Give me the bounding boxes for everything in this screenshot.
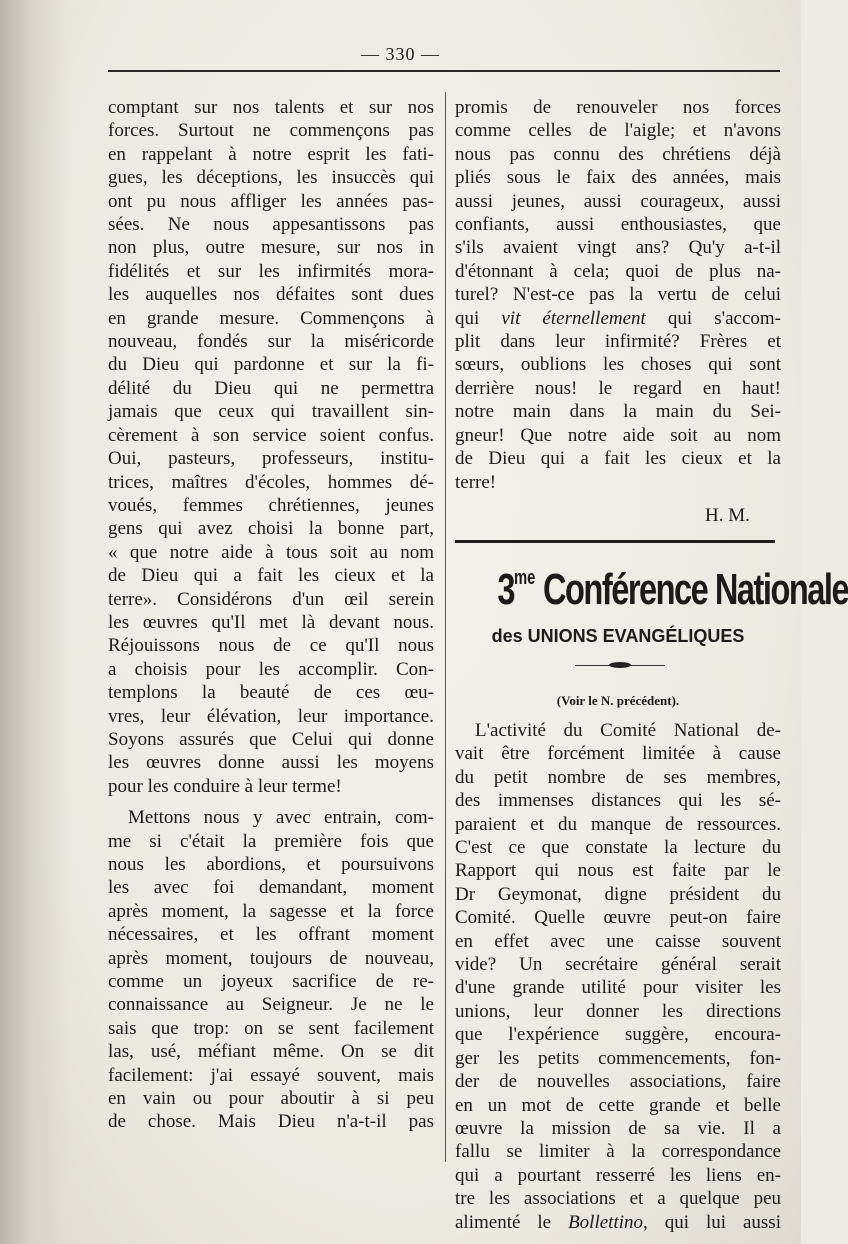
- text-line: après moment, la sagesse et la force: [108, 900, 434, 922]
- section-subtitle: des UNIONS EVANGÉLIQUES: [491, 626, 745, 646]
- text-line: que l'expérience suggère, encoura-: [455, 1024, 781, 1046]
- text-line: [455, 1211, 781, 1234]
- text-line: Dr Geymonat, digne président du: [455, 883, 781, 905]
- text-line: en effet avec une caisse souvent: [455, 930, 781, 952]
- text-line: vait être forcément limitée à cause: [455, 743, 781, 765]
- text-line: tre les associations et a quelque peu: [455, 1188, 781, 1210]
- text-line: fallu se limiter à la correspondance: [455, 1141, 781, 1163]
- text-line: sées. Ne nous appesantissons pas: [108, 214, 434, 236]
- text-line: « que notre aide à tous soit au nom: [108, 541, 434, 563]
- left-column: [108, 96, 434, 1134]
- text-line: Comité. Quelle œuvre peut-on faire: [455, 907, 781, 929]
- text-line: plit dans leur infirmité? Frères et: [455, 331, 781, 353]
- ornament-divider: [575, 660, 665, 670]
- text-line: après moment, toujours de nouveau,: [108, 947, 434, 969]
- text-line: [455, 307, 781, 330]
- column-divider: [445, 92, 446, 1162]
- text-line: qui a pourtant resserré les liens en-: [455, 1164, 781, 1186]
- text-line: gens qui avez choisi la bonne part,: [108, 518, 434, 540]
- text-line: les œuvres donne aussi les moyens: [108, 752, 434, 774]
- text-line: Rapport qui nous est faite par le: [455, 860, 781, 882]
- text-line: ont pu nous affliger les années pas-: [108, 190, 434, 212]
- text-line: Soyons assurés que Celui qui donne: [108, 728, 434, 750]
- text-line: me si c'était la première fois que: [108, 830, 434, 852]
- text-line: des immenses distances qui les sé-: [455, 790, 781, 812]
- text-line: nous les abordions, et poursuivons: [108, 854, 434, 875]
- text-line: du Dieu qui pardonne et sur la fi-: [108, 354, 434, 376]
- text-line: Mettons nous y avec entrain, com-: [128, 807, 434, 829]
- text-line: de chose. Mais Dieu n'a-t-il pas: [108, 1111, 434, 1133]
- text-line: connaissance au Seigneur. Je ne le: [108, 994, 434, 1016]
- text-line: comme celles de l'aigle; et n'avons: [455, 120, 781, 142]
- italic-phrase: vit éternellement: [501, 307, 646, 329]
- text-line: paraient et du manque de ressources.: [455, 813, 781, 835]
- text-line: comptant sur nos talents et sur nos: [108, 97, 434, 118]
- text-line: s'ils avaient vingt ans? Qu'y a-t-il: [455, 237, 781, 259]
- text-line: de Dieu qui a fait les cieux et la: [108, 565, 434, 587]
- header-rule: [108, 70, 780, 72]
- text-line: du petit nombre de ses membres,: [455, 766, 781, 788]
- left-paragraph-1: [108, 96, 434, 798]
- text-line: forces. Surtout ne commençons pas: [108, 120, 434, 142]
- see-note: (Voir le N. précédent).: [556, 693, 680, 708]
- section-separator: [455, 540, 775, 543]
- text-line: en vain ou pour aboutir à si peu: [108, 1088, 434, 1110]
- text-line: les auquelles nos défaites sont dues: [108, 284, 434, 306]
- text-line: confiants, aussi enthousiastes, que: [455, 214, 781, 236]
- scan-edge-shadow: [0, 0, 70, 1244]
- text-line: Oui, pasteurs, professeurs, institu-: [108, 448, 434, 470]
- text-line: vres, leur élévation, leur importance.: [108, 705, 434, 727]
- italic-bollettino: Bollettino: [568, 1211, 643, 1233]
- text-line: facilement: j'ai essayé souvent, mais: [108, 1064, 434, 1086]
- section-title: [497, 565, 848, 615]
- text-fragment: , qui lui aussi: [643, 1211, 781, 1233]
- text-line: comme un joyeux sacrifice de re-: [108, 971, 434, 993]
- text-line: notre main dans la main du Sei-: [455, 401, 781, 423]
- text-line: templons la beauté de ces œu-: [108, 682, 434, 704]
- left-paragraph-2: [108, 806, 434, 1134]
- text-line: ger les petits commencements, fon-: [455, 1047, 781, 1069]
- text-line: gneur! Que notre aide soit au nom: [455, 424, 781, 446]
- text-line: en rappelant à notre esprit les fati-: [108, 143, 434, 165]
- text-line: de Dieu qui a fait les cieux et la: [455, 448, 781, 470]
- title-superscript: me: [514, 567, 536, 589]
- text-line: turel? N'est-ce pas la vertu de celui: [455, 284, 781, 306]
- text-fragment: qui s'accom-: [645, 307, 781, 329]
- text-line: les œuvres qu'Il met là devant nous.: [108, 611, 434, 633]
- text-line: voués, femmes chrétiennes, jeunes: [108, 494, 434, 516]
- text-fragment: qui: [455, 307, 502, 329]
- text-line: C'est ce que constate la lecture du: [455, 837, 781, 859]
- text-line: en grande mesure. Commençons à: [108, 307, 434, 329]
- text-line: sais que trop: on se sent facilement: [108, 1017, 434, 1039]
- text-line: promis de renouveler nos forces: [455, 97, 781, 118]
- text-line: délité du Dieu qui ne permettra: [108, 377, 434, 399]
- ornament-flourish: [609, 662, 631, 668]
- text-line: en un mot de cette grande et belle: [455, 1094, 781, 1116]
- text-line: d'une grande utilité pour visiter les: [455, 977, 781, 999]
- text-line: der de nouvelles associations, faire: [455, 1071, 781, 1093]
- signature: H. M.: [705, 505, 750, 526]
- text-line: nécessaires, et les offrant moment: [108, 924, 434, 946]
- text-line: gues, les déceptions, les insuccès qui: [108, 167, 434, 189]
- text-line: las, usé, méfiant même. On se dit: [108, 1041, 434, 1063]
- text-line: cèrement à son service soient confus.: [108, 424, 434, 446]
- text-line: jamais que ceux qui travaillent sin-: [108, 401, 434, 423]
- text-line: trices, maîtres d'écoles, hommes dé-: [108, 471, 434, 493]
- right-column-top: [455, 96, 781, 494]
- text-line: les avec foi demandant, moment: [108, 877, 434, 899]
- text-line: nouveau, fondés sur la miséricorde: [108, 331, 434, 353]
- text-line: sœurs, oublions les choses qui sont: [455, 354, 781, 376]
- text-line: terre!: [455, 471, 497, 493]
- text-line: a choisis pour les accomplir. Con-: [108, 658, 434, 680]
- right-column-body: [455, 719, 781, 1234]
- title-number: 3: [497, 565, 515, 614]
- text-line: d'étonnant à cela; quoi de plus na-: [455, 260, 781, 282]
- text-line: pour les conduire à leur terme!: [108, 775, 342, 797]
- text-line: derrière nous! le regard en haut!: [455, 377, 781, 399]
- text-fragment: alimenté le: [455, 1211, 569, 1233]
- text-line: vide? Un secrétaire général serait: [455, 954, 781, 976]
- text-line: terre». Considérons d'un œil serein: [108, 588, 434, 610]
- text-line: fidélités et sur les infirmités mora-: [108, 260, 434, 282]
- text-line: aussi jeunes, aussi courageux, aussi: [455, 190, 781, 212]
- title-text: Conférence Nationale: [535, 565, 848, 614]
- text-line: pliés sous le faix des années, mais: [455, 167, 781, 189]
- text-line: unions, leur donner les directions: [455, 1000, 781, 1022]
- text-line: œuvre la mission de sa vie. Il a: [455, 1117, 781, 1139]
- text-line: non plus, outre mesure, sur nos in: [108, 237, 434, 259]
- text-line: L'activité du Comité National de-: [475, 720, 781, 741]
- page-number: — 330 —: [361, 44, 440, 64]
- text-line: nous pas connu des chrétiens déjà: [455, 143, 781, 165]
- text-line: Réjouissons nous de ce qu'Il nous: [108, 635, 434, 657]
